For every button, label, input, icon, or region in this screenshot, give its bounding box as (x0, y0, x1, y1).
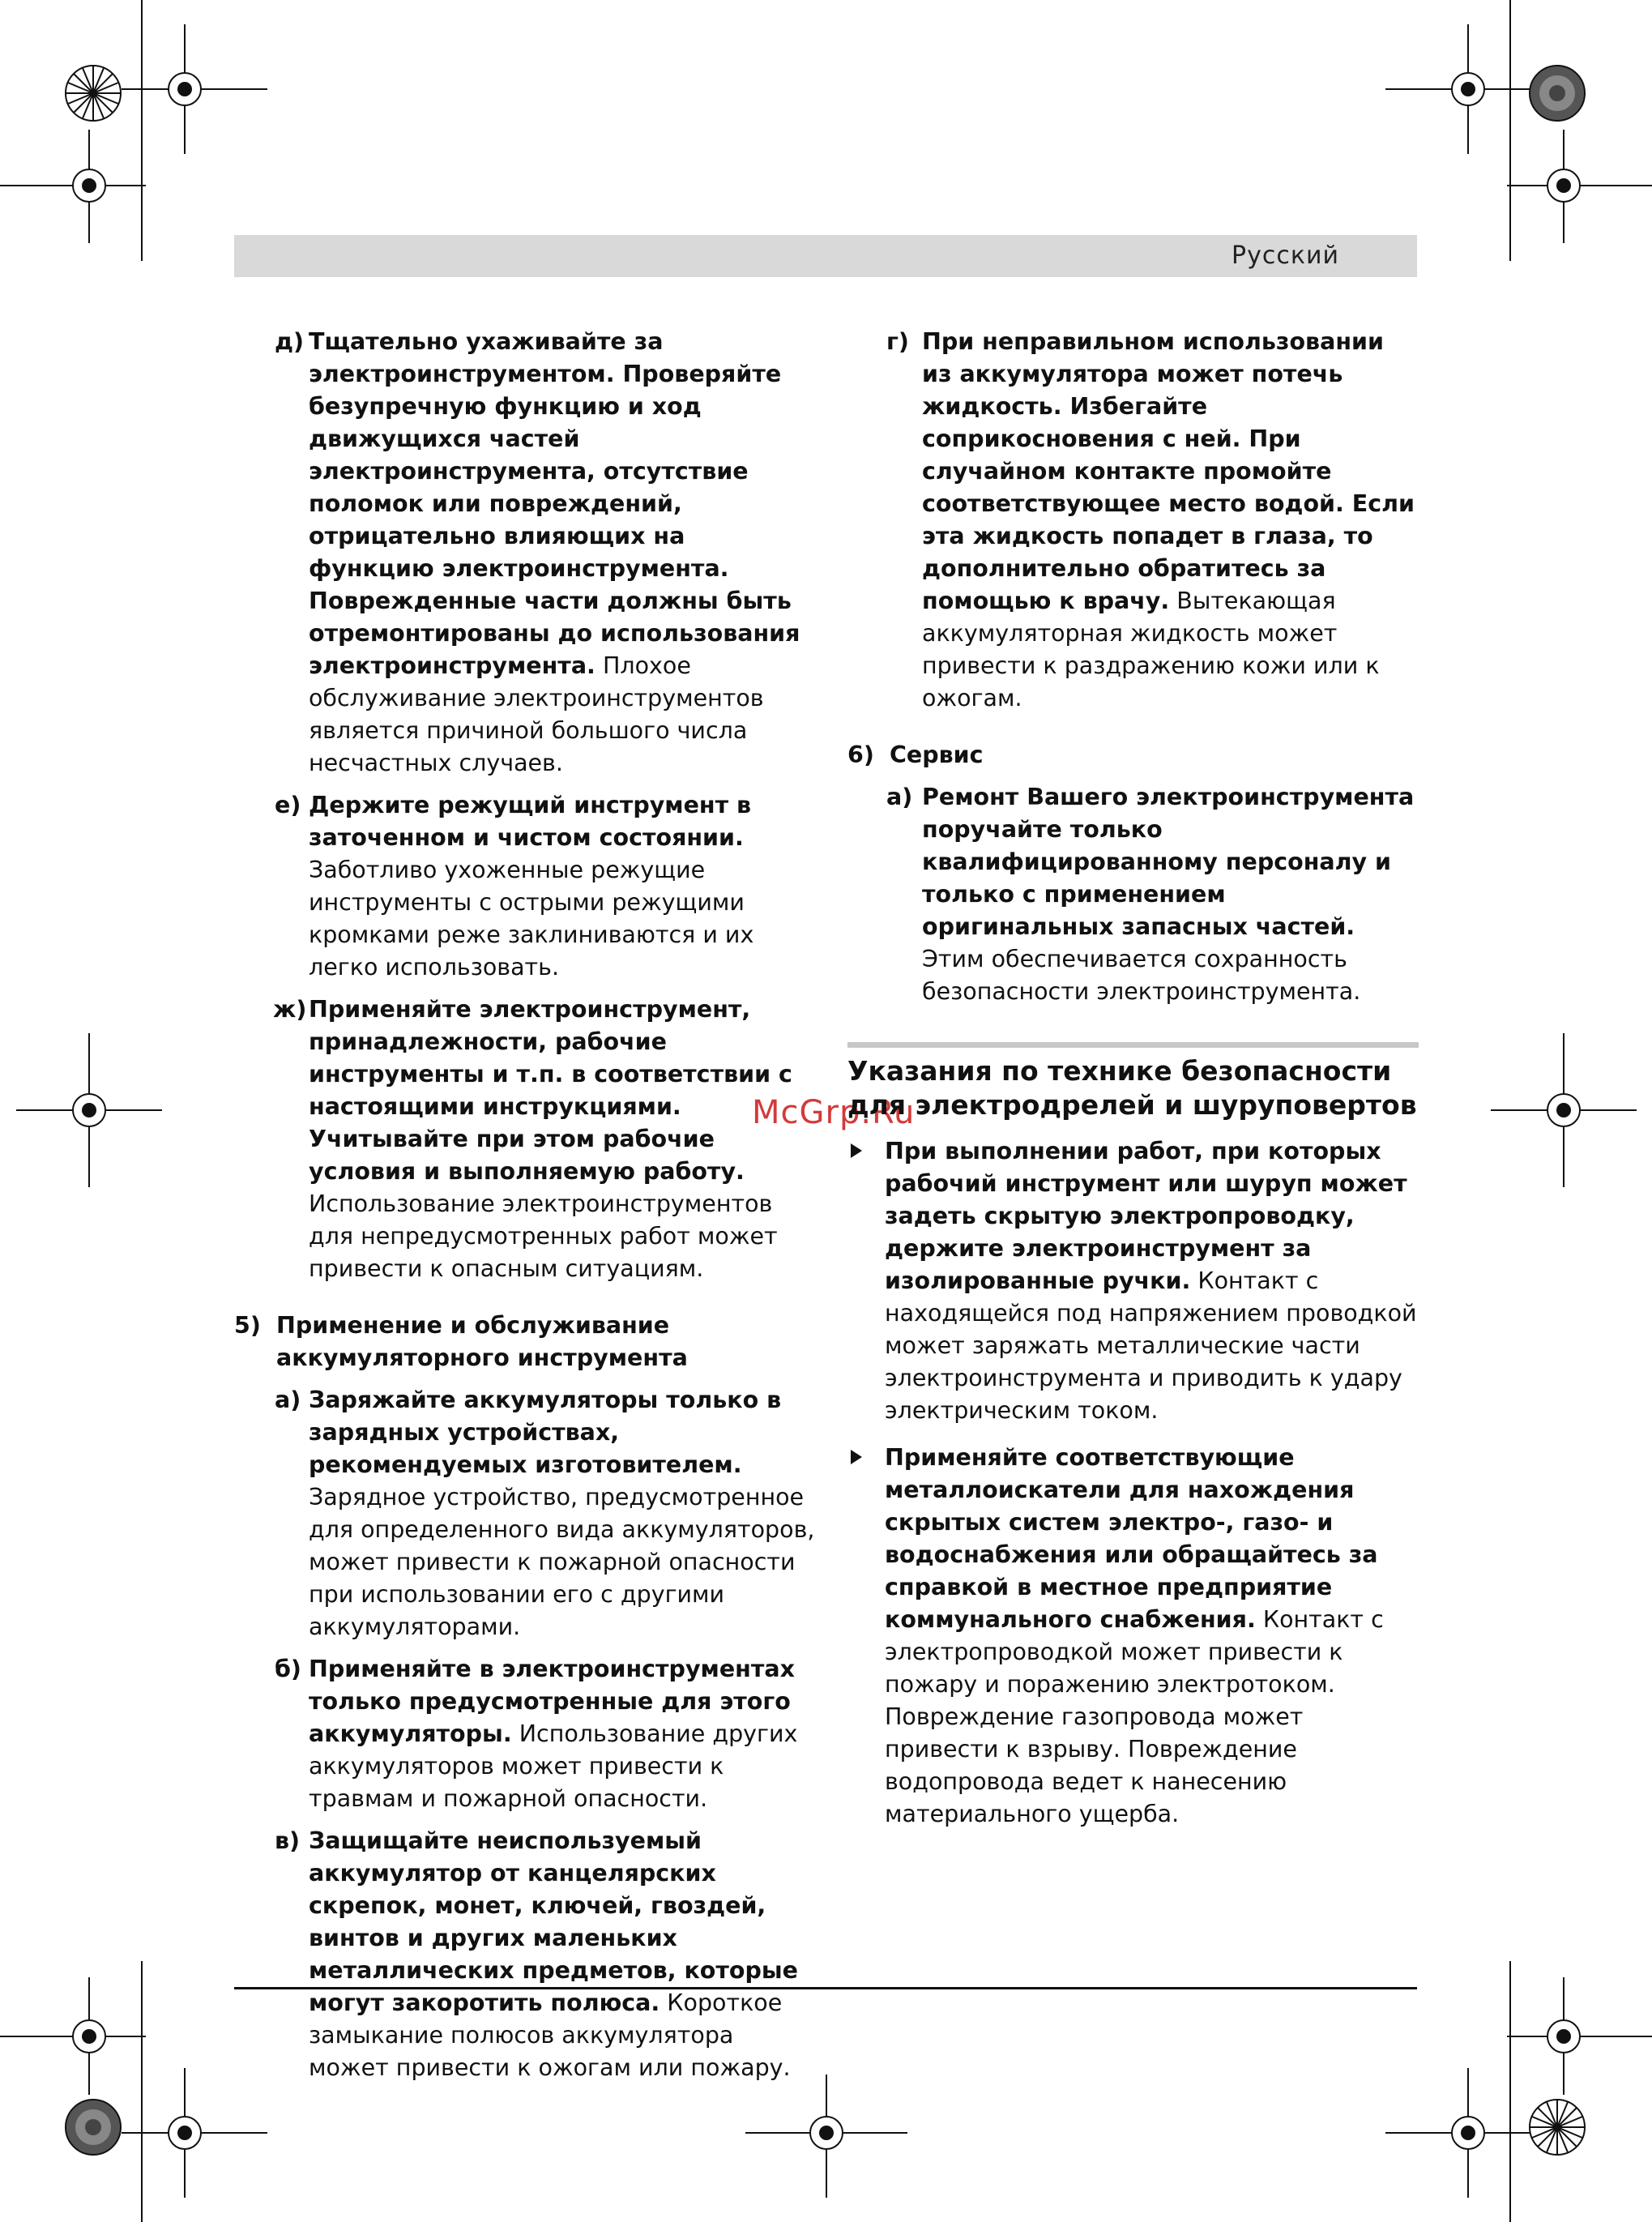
section-heading (847, 739, 1419, 771)
section-heading (234, 1310, 817, 1374)
header-language: Русский (1232, 241, 1339, 270)
list-item (847, 781, 1419, 1008)
left-column (234, 326, 817, 2094)
item-text: Плохое обслуживание электроинструментов является причиной большого числа несчастных случаев. (309, 652, 764, 776)
item-bold-text: Защищайте неиспользуемый аккумулятор от канцелярских скрепок, монет, ключей, гвоздей, винтов и других маленьких металлических предметов, которые могут закоротить полюса. (309, 1827, 798, 2016)
section-title: Сервис (890, 741, 984, 768)
item-bold-text: Держите режущий инструмент в заточенном и чистом состоянии. (309, 792, 752, 851)
item-bold-text: Заряжайте аккумуляторы только в зарядных устройствах, рекомендуемых изготовителем. (309, 1387, 782, 1478)
item-bold-text: Применяйте в электроинструментах только предусмотренные для этого аккумуляторы. (309, 1656, 795, 1747)
item-label: ж) (273, 996, 307, 1023)
header-bar (234, 235, 1417, 277)
item-bold-text: Применяйте электроинструмент, принадлежности, рабочие инструменты и т.п. в соответствии с настоящими инструкциями. Учитывайте при этом рабочие условия и выполняемую работу. (309, 996, 792, 1185)
footer-rule (234, 1987, 1417, 1989)
right-column (847, 326, 1419, 1845)
item-bold-text: Тщательно ухаживайте за электроинструментом. Проверяйте безупречную функцию и ход движущихся частей электроинструмента, отсутствие поломок или повреждений, отрицательно влияющих на функцию электроинструмента. Поврежденные части должны быть отремонтированы до использования электроинструмента. (309, 328, 800, 679)
item-bold-text: При неправильном использовании из аккумулятора может потечь жидкость. Избегайте соприкосновения с ней. При случайном контакте промойте соответствующее место водой. Если эта жидкость попадет в глаза, то дополнительно обратитесь за помощью к врачу. (922, 328, 1415, 614)
list-item (234, 1825, 817, 2084)
safety-heading: Указания по технике безопасности для электродрелей и шуруповертов (847, 1055, 1417, 1121)
list-item (234, 993, 817, 1285)
watermark: McGrp.Ru (752, 1094, 916, 1131)
item-label: е) (275, 792, 301, 818)
item-bold-text: Ремонт Вашего электроинструмента поручайте только квалифицированному персоналу и только с применением оригинальных запасных частей. (922, 784, 1415, 940)
item-text: Использование других аккумуляторов может привести к травмам и пожарной опасности. (309, 1720, 798, 1812)
item-label: б) (275, 1656, 301, 1682)
item-text: Вытекающая аккумуляторная жидкость может привести к раздражению кожи или к ожогам. (922, 588, 1380, 711)
section-title: Применение и обслуживание аккумуляторного инструмента (276, 1312, 688, 1371)
triangle-bullet-icon (851, 1450, 862, 1464)
item-label: а) (886, 784, 913, 810)
section-number: 6) (847, 741, 874, 768)
item-text: Короткое замыкание полюсов аккумулятора может привести к ожогам или пожару. (309, 1989, 791, 2081)
bullet-item (847, 1442, 1419, 1831)
bullet-item (847, 1135, 1419, 1427)
bullet-bold-text: При выполнении работ, при которых рабочий инструмент или шуруп может задеть скрытую электропроводку, держите электроинструмент за изолированные ручки. (885, 1138, 1407, 1294)
item-text: Заботливо ухоженные режущие инструменты с острыми режущими кромками реже заклиниваются и их легко использовать. (309, 857, 754, 981)
item-text: Зарядное устройство, предусмотренное для определенного вида аккумуляторов, может привести к пожарной опасности при использовании его с другими аккумуляторами. (309, 1484, 815, 1640)
item-label: д) (275, 328, 305, 355)
bullet-bold-text: Применяйте соответствующие металлоискатели для нахождения скрытых систем электро-, газо- и водоснабжения или обращайтесь за справкой в местное предприятие коммунального снабжения. (885, 1444, 1378, 1633)
list-item (234, 789, 817, 984)
triangle-bullet-icon (851, 1143, 862, 1158)
bullet-text: Контакт с находящейся под напряжением проводкой может заряжать металлические части электроинструмента и приводить к удару электрическим током. (885, 1267, 1417, 1424)
item-label: а) (275, 1387, 301, 1413)
item-text: Использование электроинструментов для непредусмотренных работ может привести к опасным ситуациям. (309, 1190, 778, 1282)
item-label: в) (275, 1827, 301, 1854)
list-item (234, 1653, 817, 1815)
section-number: 5) (234, 1312, 261, 1339)
list-item (234, 326, 817, 780)
list-item (847, 326, 1419, 715)
list-item (234, 1384, 817, 1643)
item-text: Этим обеспечивается сохранность безопасности электроинструмента. (922, 946, 1361, 1005)
item-label: г) (886, 328, 909, 355)
heading-rule (847, 1042, 1419, 1048)
bullet-text: Контакт с электропроводкой может привести к пожару и поражению электротоком. Повреждение газопровода может привести к взрыву. Повреждение водопровода ведет к нанесению материального ущерба. (885, 1606, 1384, 1827)
